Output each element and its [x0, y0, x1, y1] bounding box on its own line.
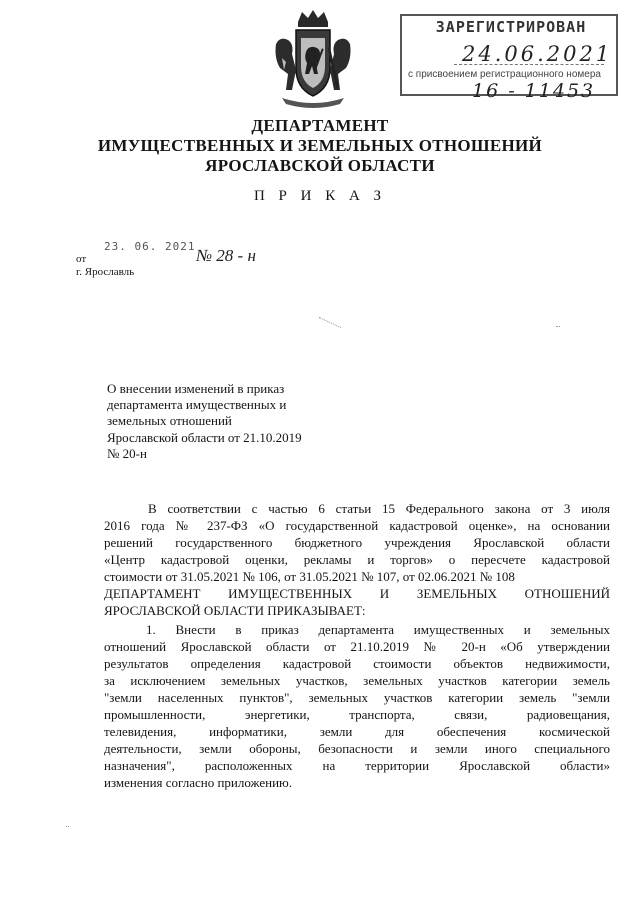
body-text-line: стоимости от 31.05.2021 № 106, от 31.05.2021 № 107, от 02.06.2021 № 108: [104, 569, 515, 584]
stamp-date: 24.06.2021: [462, 42, 613, 66]
department-title-line-2: ИМУЩЕСТВЕННЫХ И ЗЕМЕЛЬНЫХ ОТНОШЕНИЙ: [97, 136, 543, 155]
body-text-line: за исключением земельных участков, земельных участков категории земель: [104, 673, 610, 688]
scan-mark-dot: [556, 326, 560, 327]
order-number: № 28 - н: [196, 246, 256, 265]
subject-line: земельных отношений: [107, 413, 232, 428]
coat-of-arms-emblem: [268, 8, 358, 108]
body-text-line: назначения", расположенных на территории Ярославской области»: [104, 758, 610, 773]
body-text-line: изменения согласно приложению.: [104, 775, 292, 790]
subject-line: департамента имущественных и: [107, 397, 287, 412]
body-text-line: отношений Ярославской области от 21.10.2019 № 20-н «Об утверждении: [104, 639, 610, 654]
department-title-line-1: ДЕПАРТАМЕНТ: [251, 116, 389, 135]
stamp-registration-number: 16 - 11453: [472, 80, 596, 102]
document-type-title: П Р И К А З: [253, 188, 387, 204]
date-prefix-label: от: [76, 253, 87, 265]
body-text-line: ДЕПАРТАМЕНТ ИМУЩЕСТВЕННЫХ И ЗЕМЕЛЬНЫХ ОТНОШЕНИЙ: [104, 586, 610, 601]
body-text-line: результатов определения кадастровой стоимости объектов недвижимости,: [104, 656, 610, 671]
body-text-line: ЯРОСЛАВСКОЙ ОБЛАСТИ ПРИКАЗЫВАЕТ:: [104, 603, 366, 618]
stamp-title: ЗАРЕГИСТРИРОВАН: [435, 18, 587, 36]
body-text-line: 2016 года № 237-ФЗ «О государственной кадастровой оценке», на основании: [104, 518, 610, 533]
body-text-line: телевидения, информатики, земли для обеспечения космической: [104, 724, 610, 739]
subject-line: Ярославской области от 21.10.2019: [107, 430, 302, 445]
registration-stamp: [400, 14, 618, 102]
scan-mark: [319, 317, 341, 328]
body-text-line: В соответствии с частью 6 статьи 15 Федерального закона от 3 июля: [148, 501, 610, 516]
stamp-divider: [454, 64, 604, 65]
stamp-caption: с присвоением регистрационного номера: [408, 69, 601, 80]
body-text-line: деятельности, земли обороны, безопасности и земли иного специального: [104, 741, 610, 756]
subject-line: О внесении изменений в приказ: [107, 381, 285, 396]
subject-line: № 20-н: [107, 446, 147, 461]
body-text-line: решений государственного бюджетного учреждения Ярославской области: [104, 535, 610, 550]
order-date: 23. 06. 2021: [104, 240, 196, 253]
city-label: г. Ярославль: [76, 266, 135, 278]
body-text-line: 1. Внести в приказ департамента имущественных и земельных: [146, 622, 610, 637]
body-text-line: "земли населенных пунктов", земельных участков категории земель "земли: [104, 690, 610, 705]
body-text-line: промышленности, энергетики, транспорта, связи, радиовещания,: [104, 707, 610, 722]
scan-mark-dot: [66, 826, 69, 827]
department-title-line-3: ЯРОСЛАВСКОЙ ОБЛАСТИ: [205, 156, 435, 175]
body-text-line: «Центр кадастровой оценки, рекламы и торгов» о пересчете кадастровой: [104, 552, 610, 567]
